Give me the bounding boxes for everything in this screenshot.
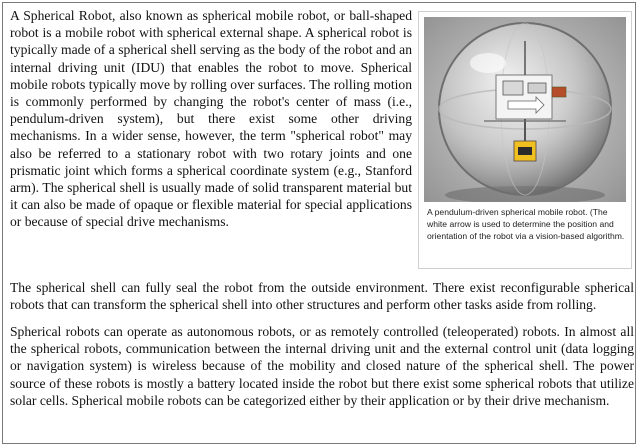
paragraph-shell: The spherical shell can fully seal the robot from the outside environment. There exist reconfigurable spherical robots that can transform the spherical shell into other structures and perform other tasks aside from rolling. [10,280,634,313]
paragraph-intro: A Spherical Robot, also known as spherical mobile robot, or ball-shaped robot is a mobile robot with spherical external shape. A spherical robot is typically made of a spherical shell serving as the body of the robot and an internal driving unit (IDU) that enables the robot to move. Spherical mobile robots typically move by rolling over surfaces. The rolling motion is commonly performed by changing the robot's center of mass (i.e., pendulum-driven system), but there exist some other driving mechanisms. In a wider sense, however, the term "spherical robot" may also be referred to a stationary robot with two rotary joints and one prismatic joint which forms a spherical coordinate system (e.g., Stanford arm). The spherical shell is usually made of solid transparent material but it can also be made of opaque or flexible material for special applications or because of special drive mechanisms. [10,8,412,230]
robot-figure [418,11,632,269]
paragraph-operation: Spherical robots can operate as autonomous robots, or as remotely controlled (teleoperated) robots. In almost all the spherical robots, communication between the internal driving unit and the external control unit (data logging or navigation system) is wireless because of the mobility and closed nature of the spherical shell. The power source of these robots is mostly a battery located inside the robot but there exist some spherical robots that utilize solar cells. Spherical mobile robots can be categorized either by their application or by their drive mechanism. [10,324,634,408]
figure-caption: A pendulum-driven spherical mobile robot. (The white arrow is used to determine the position and orientation of the robot via a vision-based algorithm. [427,207,625,241]
document-page [2,2,636,444]
spherical-robot-photo [424,17,626,202]
